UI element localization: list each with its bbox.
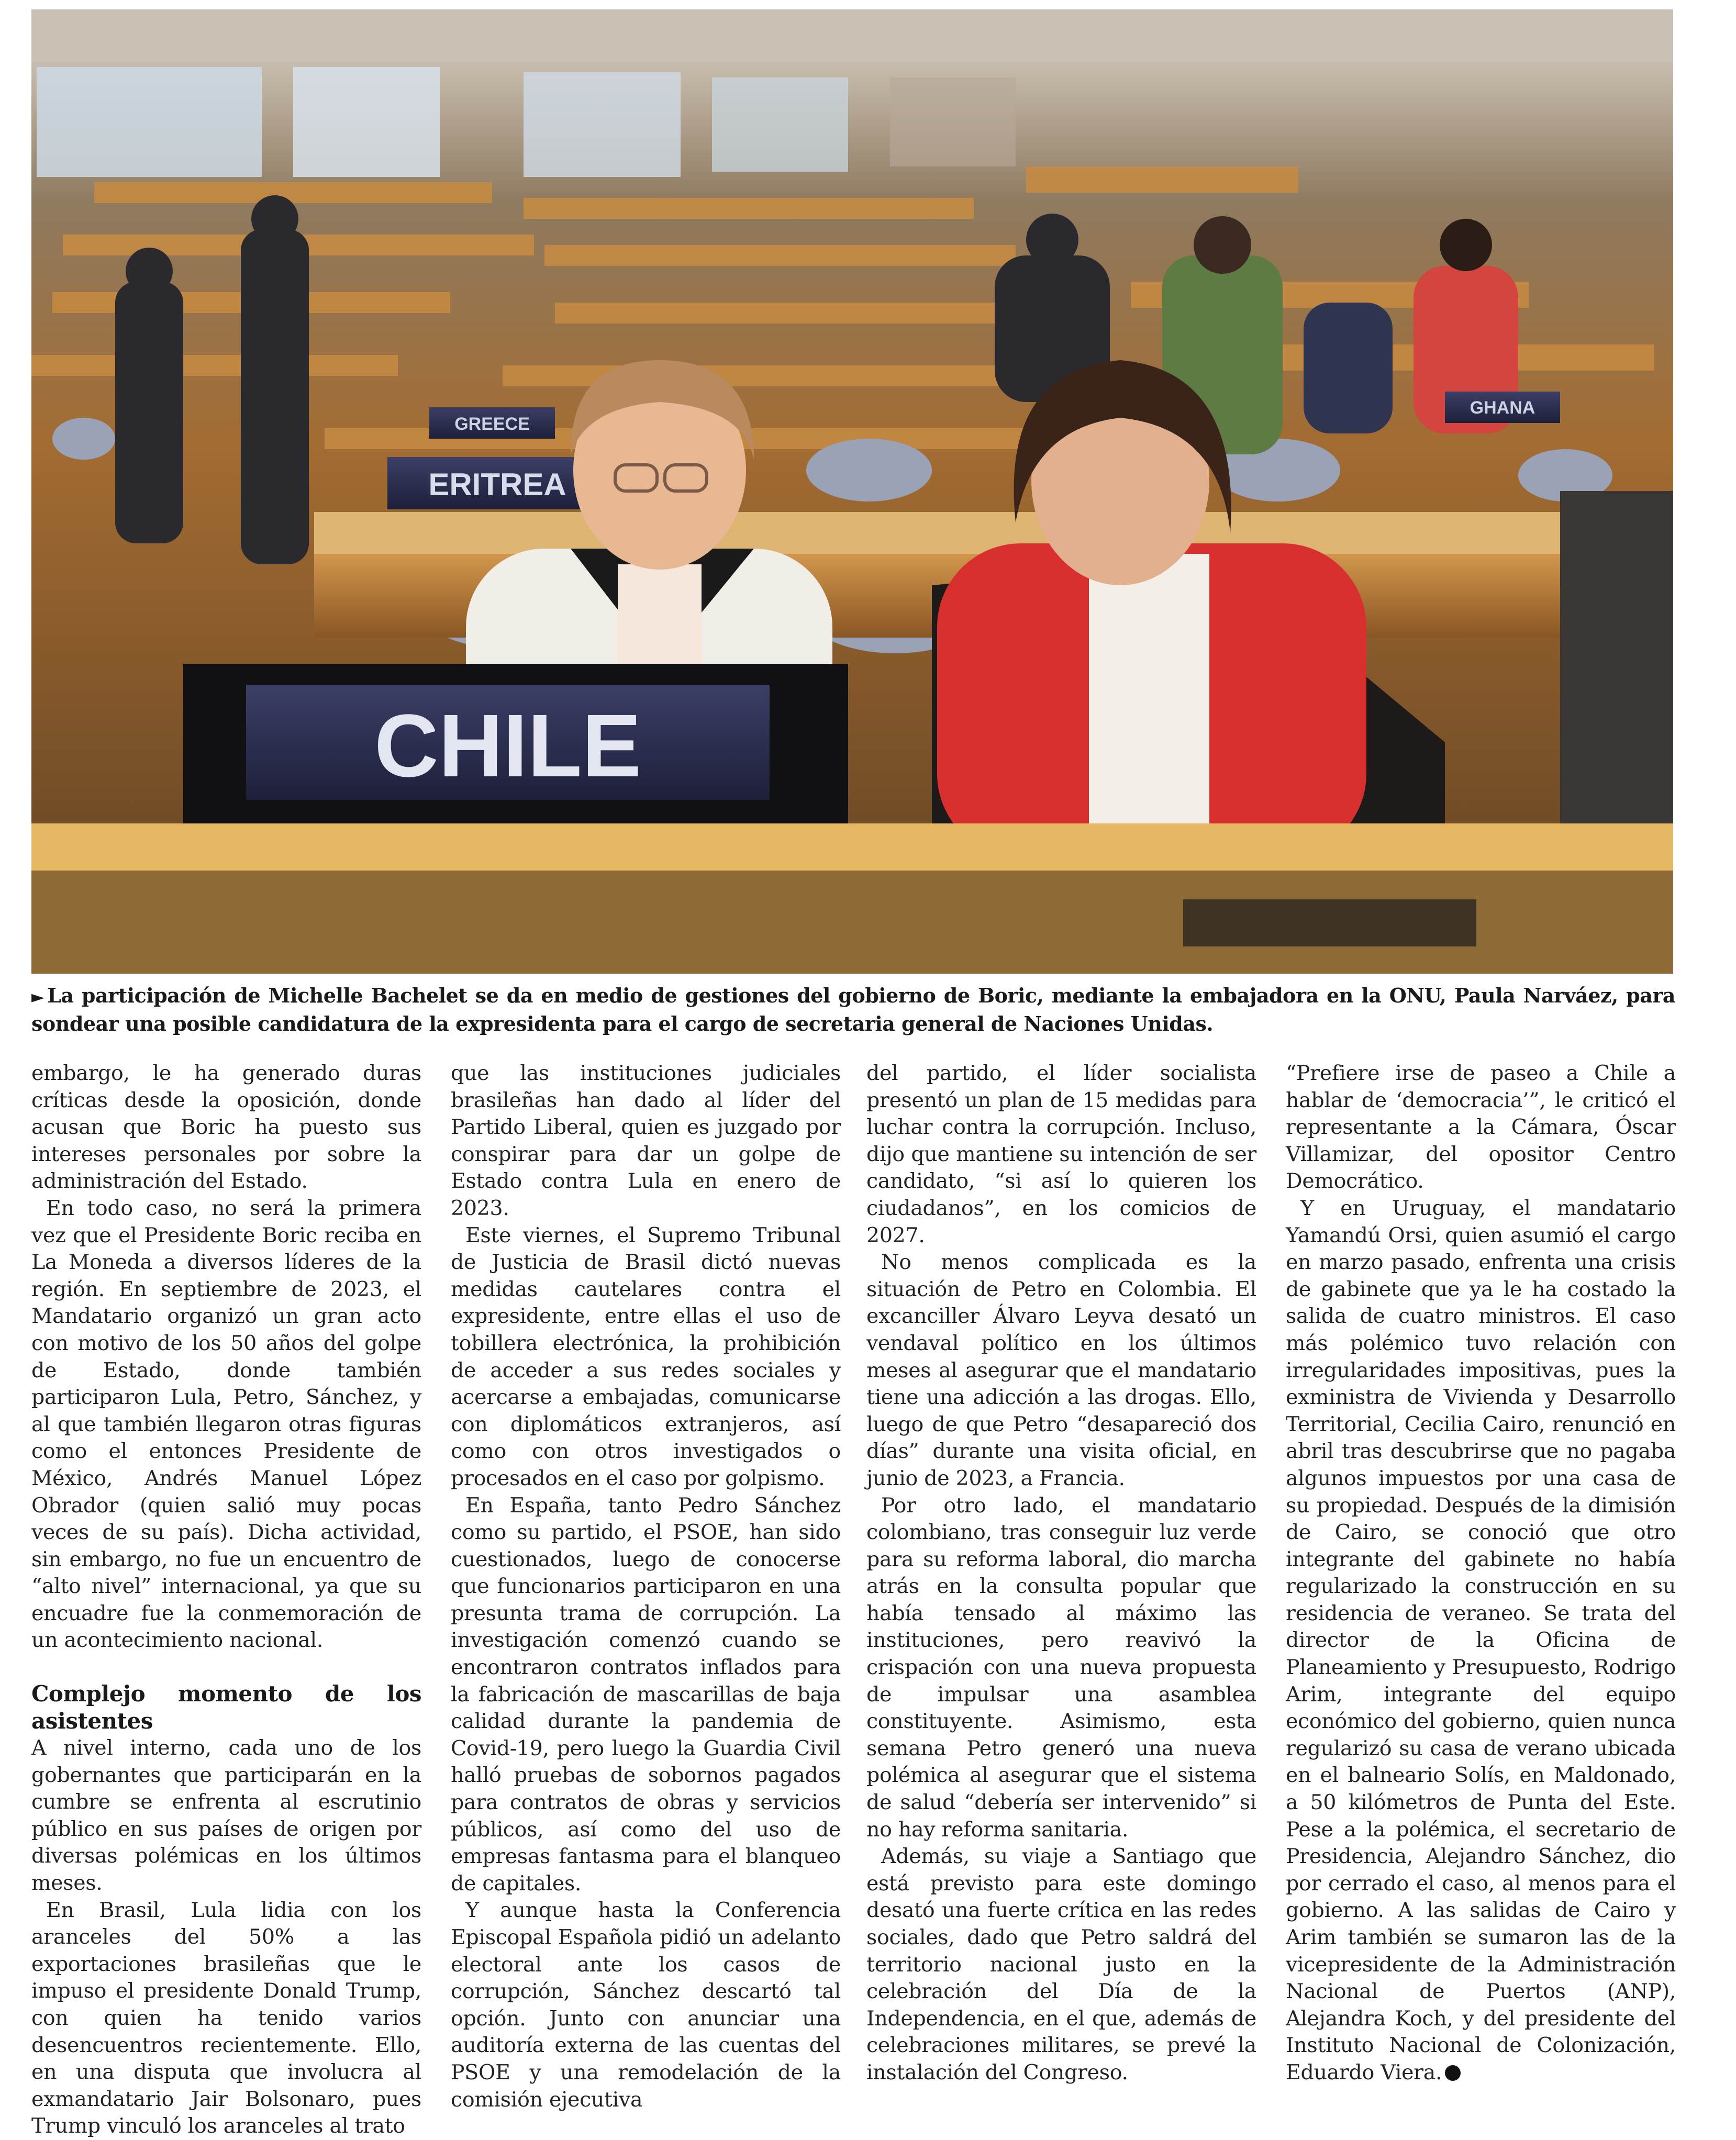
svg-text:CHILE: CHILE [374,696,641,796]
paragraph: embargo, le ha generado duras críticas desde la oposición, donde acusan que Boric ha puesto sus intereses personales por sobre la administración del Estado. [31,1061,421,1194]
paragraph: Por otro lado, el mandatario colombiano, tras conseguir luz verde para su reforma laboral, dio marcha atrás en la consulta popular que había tensado al máximo las instituciones, pero reavivó la crispación con una nueva propuesta de impulsar una asamblea constituyente. Asimismo, esta semana Petro generó una nueva polémica al asegurar que el sistema de salud “debería ser intervenido” si no hay reforma sanitaria. [866,1493,1256,1842]
placard-ghana: GHANA [1470,398,1535,418]
paragraph: Y en Uruguay, el mandatario Yamandú Orsi, quien asumió el cargo en marzo pasado, enfrenta una crisis de gabinete que ya le ha costado la salida de cuatro ministros. El caso más polémico tuvo relación con irregularidades impositivas, pues la exministra de Vivienda y Desarrollo Territorial, Cecilia Cairo, renunció en abril tras descubrirse que no pagaba algunos impuestos por una casa de su propiedad. Después de la dimisión de Cairo, se conoció que otro integrante del gabinete no había regularizado la construcción en su residencia de veraneo. Se trata del director de la Oficina de Planeamiento y Presupuesto, Rodrigo Arim, integrante del equipo económico del gobierno, quien nunca regularizó su casa de verano ubicada en el balneario Solís, en Maldonado, a 50 kilómetros de Punta del Este. Pese a la polémica, el secretario de Presidencia, Alejandro Sánchez, dio por cerrado el caso, al menos para el gobierno. A las salidas de Cairo y Arim también se sumaron las de la vicepresidente de la Administración Nacional de Puertos (ANP), Alejandra Koch, y del presidente del Instituto Nacional de Colonización, Eduardo Viera. [1286,1196,1676,2085]
paragraph: No menos complicada es la situación de Petro en Colombia. El excanciller Álvaro Leyva desató un vendaval político en los últimos meses al asegurar que el mandatario tiene una adicción a las drogas. Ello, luego de que Petro “desapareció dos días” durante una visita oficial, en junio de 2023, a Francia. [866,1250,1256,1490]
article-column-4 [1286,1060,1676,2087]
paragraph: del partido, el líder socialista presentó un plan de 15 medidas para luchar contra la corrupción. Incluso, dijo que mantiene su intención de ser candidato, “si así lo quieren los ciudadanos”, en los comicios de 2027. [866,1061,1256,1247]
paragraph: En Brasil, Lula lidia con los aranceles del 50% a las exportaciones brasileñas que le impuso el presidente Donald Trump, con quien ha tenido varios desencuentros recientemente. Ello, en una disputa que involucra al exmandatario Jair Bolsonaro, pues Trump vinculó los aranceles al trato [31,1898,421,2138]
article-column-3 [866,1060,1256,2087]
article-column-1 [31,1060,421,2140]
article-photo [31,9,1673,974]
placard-small: GREECE [454,414,530,434]
section-heading: Complejo momento de los asistentes [31,1681,421,1734]
placard-chile [183,664,848,842]
paragraph: Además, su viaje a Santiago que está previsto para este domingo desató una fuerte crítica en las redes sociales, dado que Petro saldrá del territorio nacional justo en la celebración del Día de la Independencia, en el que, además de celebraciones militares, se prevé la instalación del Congreso. [866,1844,1256,2085]
paragraph: Este viernes, el Supremo Tribunal de Justicia de Brasil dictó nuevas medidas cautelares contra el expresidente, entre ellas el uso de tobillera electrónica, la prohibición de acceder a sus redes sociales y acercarse a embajadas, comunicarse con diplomáticos extranjeros, así como con otros investigados o procesados en el caso por golpismo. [451,1223,841,1490]
caption-text: La participación de Michelle Bachelet se da en medio de gestiones del gobierno de Boric, mediante la embajadora en la ONU, Paula Narváez, para sondear una posible candidatura de la expresidenta para el cargo de secretaria general de Naciones Unidas. [31,984,1675,1035]
placard-eritrea: ERITREA [428,467,566,502]
paragraph: Y aunque hasta la Conferencia Episcopal Española pidió un adelanto electoral ante los casos de corrupción, Sánchez descartó tal opción. Junto con anunciar una auditoría externa de las cuentas del PSOE y una remodelación de la comisión ejecutiva [451,1898,841,2112]
paragraph: En todo caso, no será la primera vez que el Presidente Boric reciba en La Moneda a diversos líderes de la región. En septiembre de 2023, el Mandatario organizó un gran acto con motivo de los 50 años del golpe de Estado, donde también participaron Lula, Petro, Sánchez, y al que también llegaron otras figuras como el entonces Presidente de México, Andrés Manuel López Obrador (quien salió muy pocas veces de su país). Dicha actividad, sin embargo, no fue un encuentro de “alto nivel” internacional, ya que su encuadre fue la conmemoración de un acontecimiento nacional. [31,1196,421,1653]
end-of-article-icon [1445,2065,1461,2081]
paragraph: En España, tanto Pedro Sánchez como su partido, el PSOE, han sido cuestionados, luego de conocerse que funcionarios participaron en una presunta trama de corrupción. La investigación comenzó cuando se encontraron contratos inflados para la fabricación de mascarillas de baja calidad durante la pandemia de Covid-19, pero luego la Guardia Civil halló pruebas de sobornos pagados para contratos de obras y servicios públicos, así como del uso de empresas fantasma para el blanqueo de capitales. [451,1493,841,1896]
article-column-2 [451,1060,841,2113]
caption-marker-icon: ► [31,987,44,1007]
photo-caption [31,982,1675,1038]
paragraph-final [1286,1195,1676,2087]
paragraph: “Prefiere irse de paseo a Chile a hablar de ‘democracia’”, le criticó el representante a la Cámara, Óscar Villamizar, del opositor Centro Democrático. [1286,1061,1676,1194]
paragraph: que las instituciones judiciales brasileñas han dado al líder del Partido Liberal, quien es juzgado por conspirar para dar un golpe de Estado contra Lula en enero de 2023. [451,1061,841,1220]
paragraph: A nivel interno, cada uno de los gobernantes que participarán en la cumbre se enfrenta al escrutinio público en sus países de origen por diversas polémicas en los últimos meses. [31,1736,421,1896]
un-assembly-hall-illustration [31,9,1673,974]
